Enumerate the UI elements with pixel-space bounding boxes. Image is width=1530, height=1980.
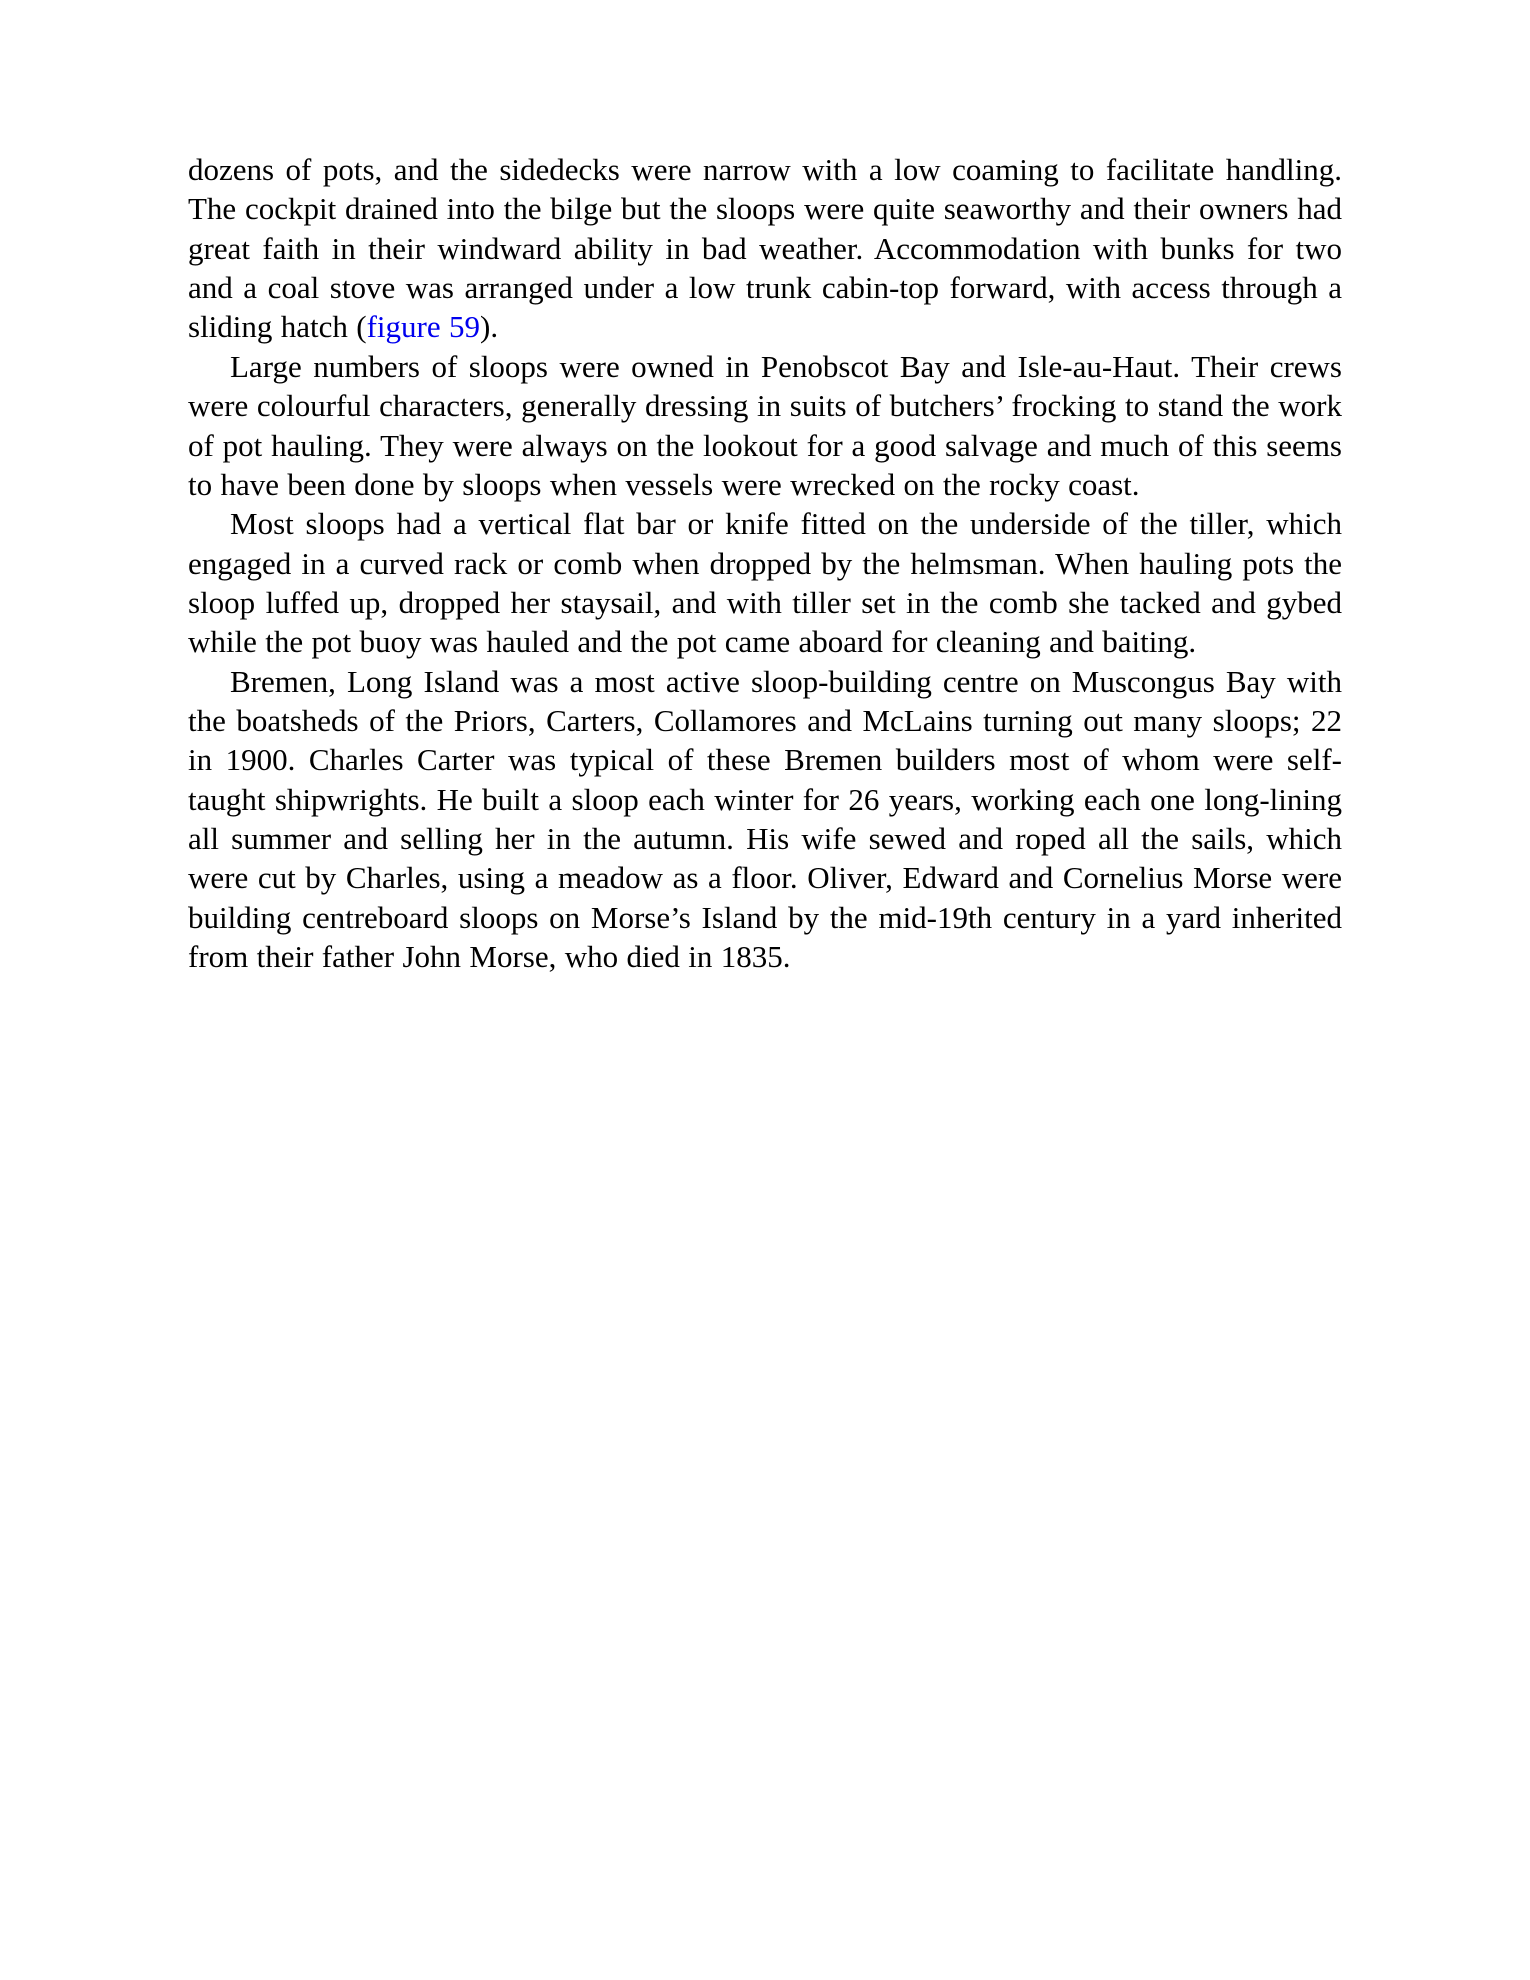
paragraph-3: Most sloops had a vertical flat bar or knife fitted on the underside of the tiller, which engaged in a curved rack or comb when dropped by the helmsman. When hauling pots the sloop luffed up, dropped her staysail, and with tiller set in the comb she tacked and gybed while the pot buoy was hauled and the pot came aboard for cleaning and baiting.: [188, 506, 1342, 660]
paragraph-4: Bremen, Long Island was a most active sloop-building centre on Muscongus Bay with the boatsheds of the Priors, Carters, Collamores and McLains turning out many sloops; 22 in 1900. Charles Carter was typical of these Bremen builders most of whom were self-taught shipwrights. He built a sloop each winter for 26 years, working each one long-lining all summer and selling her in the autumn. His wife sewed and roped all the sails, which were cut by Charles, using a meadow as a floor. Oliver, Edward and Cornelius Morse were building centreboard sloops on Morse’s Island by the mid-19th century in a yard inherited from their father John Morse, who died in 1835.: [188, 663, 1342, 975]
paragraph-1-text-after-link: ).: [480, 309, 499, 345]
text-block: [188, 150, 1342, 977]
figure-59-link[interactable]: figure 59: [366, 309, 480, 345]
paragraph-2: Large numbers of sloops were owned in Penobscot Bay and Isle-au-Haut. Their crews were colourful characters, generally dressing in suits of butchers’ frocking to stand the work of pot hauling. They were always on the lookout for a good salvage and much of this seems to have been done by sloops when vessels were wrecked on the rocky coast.: [188, 348, 1342, 502]
paragraph-1: [188, 150, 1342, 347]
paragraph-1-text-before-link: dozens of pots, and the sidedecks were narrow with a low coaming to facilitate handling. The cockpit drained into the bilge but the sloops were quite seaworthy and their owners had great faith in their windward ability in bad weather. Accommodation with bunks for two and a coal stove was arranged under a low trunk cabin-top forward, with access through a sliding hatch (: [188, 152, 1342, 345]
